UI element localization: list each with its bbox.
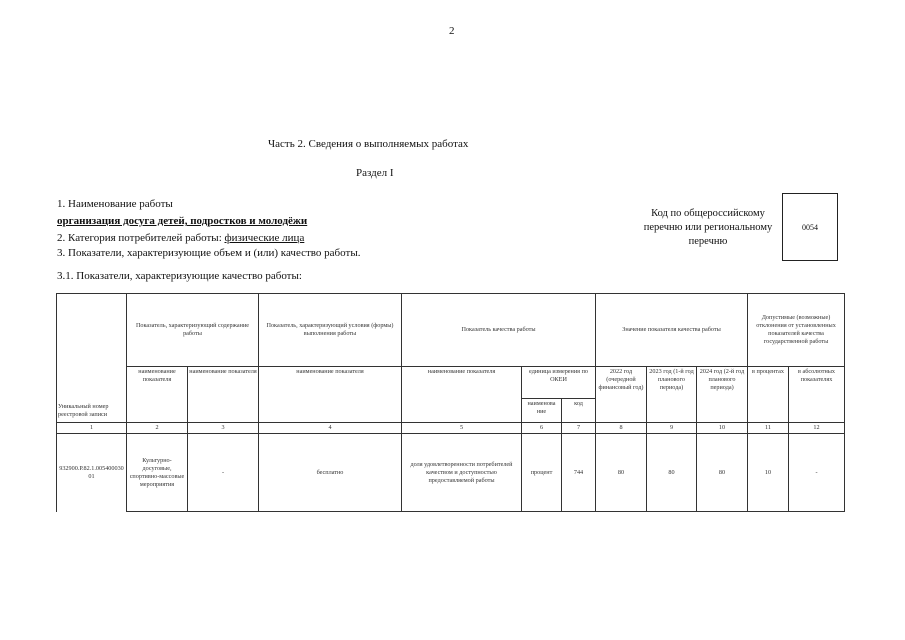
cell-value-2022: 80	[596, 434, 647, 512]
cell-content-2: -	[188, 434, 259, 512]
column-number: 6	[522, 423, 562, 434]
category-label: 2. Категория потребителей работы:	[57, 232, 225, 244]
header-deviations: Допустимые (возможные) отклонения от установленных показателей качества государственной работы	[748, 294, 845, 367]
cell-unique-number: 932900.Р.82.1.00540003001	[57, 434, 127, 512]
code-label: Код по общероссийскому перечню или региональному перечню	[643, 208, 773, 247]
header-unit-okei: единица измерения по ОКЕИ	[522, 367, 596, 399]
column-number: 4	[259, 423, 402, 434]
header-quality-indicator: Показатель качества работы	[402, 294, 596, 367]
category-line	[57, 232, 304, 244]
header-conditions-indicator: Показатель, характеризующий условия (формы) выполнения работы	[259, 294, 402, 367]
header-quality-values: Значение показателя качества работы	[596, 294, 748, 367]
column-number: 11	[748, 423, 789, 434]
column-number: 3	[188, 423, 259, 434]
quality-label: 3.1. Показатели, характеризующие качество работы:	[57, 270, 302, 282]
header-indicator-name-3: наименование показателя	[259, 367, 402, 423]
code-box	[782, 193, 838, 261]
column-number: 8	[596, 423, 647, 434]
header-indicator-name-2: наименование показателя	[188, 367, 259, 423]
cell-content-1: Культурно-досуговые, спортивно-массовые мероприятия	[127, 434, 188, 512]
column-number: 12	[789, 423, 845, 434]
indicators-label: 3. Показатели, характеризующие объем и (или) качество работы.	[57, 247, 361, 259]
header-year-2023: 2023 год (1-й год планового периода)	[647, 367, 697, 423]
part-title: Часть 2. Сведения о выполняемых работах	[268, 138, 469, 150]
cell-deviation-absolute: -	[789, 434, 845, 512]
header-in-percent: в процентах	[748, 367, 789, 423]
header-year-2024: 2024 год (2-й год планового периода)	[697, 367, 748, 423]
table-row	[57, 434, 845, 512]
column-number: 5	[402, 423, 522, 434]
header-unit-code: код	[562, 399, 596, 423]
work-name-label: 1. Наименование работы	[57, 198, 173, 210]
column-number: 2	[127, 423, 188, 434]
column-number: 1	[57, 423, 127, 434]
column-number: 7	[562, 423, 596, 434]
work-name-value: организация досуга детей, подростков и молодёжи	[57, 215, 308, 227]
header-indicator-name-1: наименование показателя	[127, 367, 188, 423]
header-unique-number: Уникальный номер реестровой записи	[57, 294, 127, 423]
code-value: 0054	[802, 222, 818, 232]
category-value: физические лица	[224, 232, 305, 244]
cell-deviation-percent: 10	[748, 434, 789, 512]
column-number: 10	[697, 423, 748, 434]
cell-condition: бесплатно	[259, 434, 402, 512]
cell-value-2024: 80	[697, 434, 748, 512]
quality-table	[56, 293, 845, 512]
column-number: 9	[647, 423, 697, 434]
header-indicator-name-4: наименование показателя	[402, 367, 522, 423]
page-number: 2	[449, 25, 455, 37]
cell-unit-code: 744	[562, 434, 596, 512]
cell-unit-name: процент	[522, 434, 562, 512]
cell-value-2023: 80	[647, 434, 697, 512]
section-title: Раздел I	[356, 167, 394, 179]
header-unit-name: наименова ние	[522, 399, 562, 423]
cell-indicator: доля удовлетворенности потребителей качеством и доступностью предоставляемой работы	[402, 434, 522, 512]
header-content-indicator: Показатель, характеризующий содержание работы	[127, 294, 259, 367]
header-in-absolute: в абсолютных показателях	[789, 367, 845, 423]
header-year-2022: 2022 год (очередной финансовый год)	[596, 367, 647, 423]
